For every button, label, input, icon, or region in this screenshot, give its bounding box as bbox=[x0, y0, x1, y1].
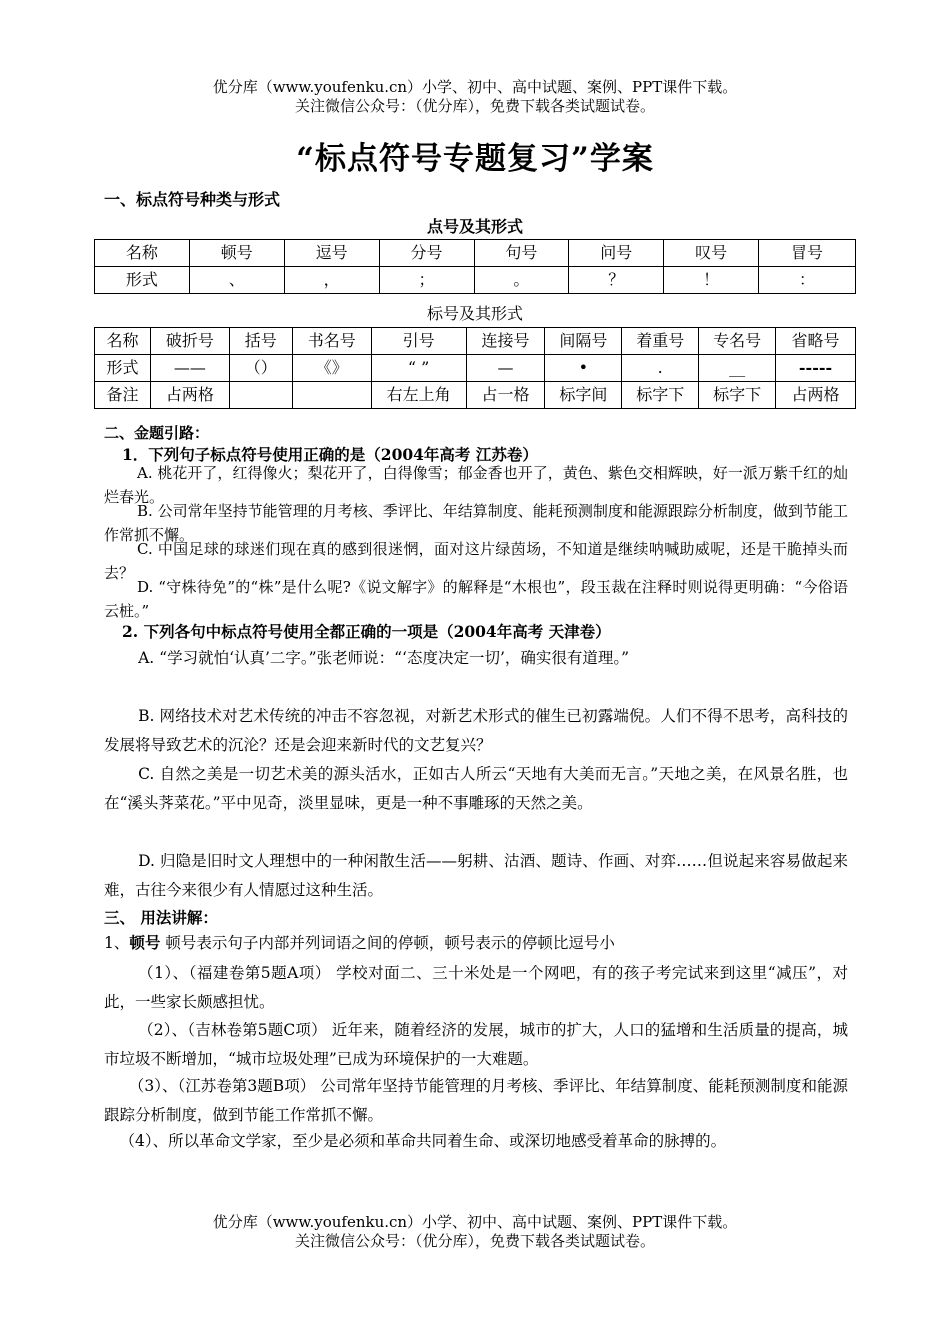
table-cell: 顿号 bbox=[189, 240, 284, 267]
section1-heading: 一、标点符号种类与形式 bbox=[104, 190, 281, 209]
table2-row-name bbox=[95, 328, 856, 355]
usage-example-2: （2）、（吉林卷第5题C项） 近年来，随着经济的发展，城市的扩大，人口的猛增和生活质量的提高，城市垃圾不断增加，“城市垃圾处理”已成为环境保护的一大难题。 bbox=[104, 1021, 848, 1068]
item-number: 1、 bbox=[104, 934, 130, 952]
table-cell: 、 bbox=[189, 267, 284, 294]
table-cell: 形式 bbox=[95, 355, 151, 382]
table-cell: 冒号 bbox=[759, 240, 856, 267]
footer-line-2: 关注微信公众号：（优分库），免费下载各类试题试卷。 bbox=[294, 1232, 655, 1250]
page-title: “标点符号专题复习”学案 bbox=[296, 141, 654, 177]
usage-item-1 bbox=[104, 931, 848, 953]
usage-example-3: （3）、（江苏卷第3题B项） 公司常年坚持节能管理的月考核、季评比、年结算制度、能耗预测制度和能源跟踪分析制度，做到节能工作常抓不懈。 bbox=[104, 1077, 848, 1124]
section3-heading: 三、 用法讲解： bbox=[104, 908, 218, 927]
table-cell: 间隔号 bbox=[545, 328, 622, 355]
table-cell: 省略号 bbox=[776, 328, 856, 355]
table-cell: 句号 bbox=[474, 240, 569, 267]
section2-heading: 二、金题引路： bbox=[104, 424, 210, 442]
table-cell: ， bbox=[284, 267, 379, 294]
table-cell: —— bbox=[150, 355, 229, 382]
table-cell: — bbox=[466, 355, 545, 382]
table-cell: 右左上角 bbox=[371, 382, 466, 409]
table2-caption: 标号及其形式 bbox=[426, 304, 523, 323]
table-cell: “ ” bbox=[371, 355, 466, 382]
table-cell: 着重号 bbox=[622, 328, 699, 355]
punctuation-table-2 bbox=[94, 327, 856, 409]
table-cell: 占一格 bbox=[466, 382, 545, 409]
table-cell: ----- bbox=[776, 355, 856, 382]
table-cell: . bbox=[622, 355, 699, 382]
table-cell: ： bbox=[759, 267, 856, 294]
table-cell: 逗号 bbox=[284, 240, 379, 267]
question-1-option-b: B. 公司常年坚持节能管理的月考核、季评比、年结算制度、能耗预测制度和能源跟踪分析制度，做到节能工作常抓不懈。 bbox=[104, 502, 848, 544]
question-2-stem: 2. 下列各句中标点符号使用全都正确的一项是（2004年高考 天津卷） bbox=[122, 622, 611, 641]
table-cell: 备注 bbox=[95, 382, 151, 409]
table-cell bbox=[229, 382, 292, 409]
table-cell: __ bbox=[699, 355, 776, 382]
header-line-1: 优分库（www.youfenku.cn）小学、初中、高中试题、案例、PPT课件下载。 bbox=[212, 78, 738, 96]
table-cell: ； bbox=[379, 267, 474, 294]
table-cell: ！ bbox=[664, 267, 759, 294]
table-cell: • bbox=[545, 355, 622, 382]
table1-row-form bbox=[95, 267, 856, 294]
question-1-stem: 1．下列句子标点符号使用正确的是（2004年高考 江苏卷） bbox=[122, 445, 538, 464]
footer-line-1: 优分库（www.youfenku.cn）小学、初中、高中试题、案例、PPT课件下载。 bbox=[212, 1213, 738, 1231]
table-cell: 标字间 bbox=[545, 382, 622, 409]
question-2-option-d: D. 归隐是旧时文人理想中的一种闲散生活——躬耕、沽酒、题诗、作画、对弈……但说起来容易做起来难，古往今来很少有人情愿过这种生活。 bbox=[104, 852, 848, 899]
table-cell: 连接号 bbox=[466, 328, 545, 355]
table-cell: 。 bbox=[474, 267, 569, 294]
table-cell: 标字下 bbox=[699, 382, 776, 409]
question-2-option-b: B. 网络技术对艺术传统的冲击不容忽视，对新艺术形式的催生已初露端倪。人们不得不思考，高科技的发展将导致艺术的沉沦？还是会迎来新时代的文艺复兴？ bbox=[104, 707, 848, 754]
table-cell: 《》 bbox=[292, 355, 371, 382]
header-line-2: 关注微信公众号：（优分库），免费下载各类试题试卷。 bbox=[294, 97, 655, 115]
table-cell: 形式 bbox=[95, 267, 190, 294]
question-2-option-c: C. 自然之美是一切艺术美的源头活水，正如古人所云“天地有大美而无言。”天地之美，在风景名胜，也在“溪头荠菜花。”平中见奇，淡里显味，更是一种不事雕琢的天然之美。 bbox=[104, 765, 848, 812]
term-label: 顿号 bbox=[129, 933, 161, 952]
table-cell: 分号 bbox=[379, 240, 474, 267]
table2-row-form bbox=[95, 355, 856, 382]
usage-example-4: （4）、所以革命文学家，至少是必须和革命共同着生命、或深切地感受着革命的脉搏的。 bbox=[119, 1132, 727, 1150]
table1-row-name bbox=[95, 240, 856, 267]
table-cell: 名称 bbox=[95, 240, 190, 267]
table-cell: 叹号 bbox=[664, 240, 759, 267]
question-2-option-a: A. “学习就怕‘认真’二字。”张老师说：“‘态度决定一切’，确实很有道理。” bbox=[138, 649, 630, 667]
table-cell: 专名号 bbox=[699, 328, 776, 355]
table2-row-note bbox=[95, 382, 856, 409]
table-cell: 括号 bbox=[229, 328, 292, 355]
table-cell: 引号 bbox=[371, 328, 466, 355]
question-1-option-a: A. 桃花开了，红得像火；梨花开了，白得像雪；郁金香也开了，黄色、紫色交相辉映，好一派万紫千红的灿烂春光。 bbox=[104, 464, 848, 506]
table-cell: 名称 bbox=[95, 328, 151, 355]
table-cell: 问号 bbox=[569, 240, 664, 267]
punctuation-table-1 bbox=[94, 239, 856, 294]
question-1-option-d: D. “守株待免”的“株”是什么呢?《说文解字》的解释是“木根也”，段玉裁在注释时则说得更明确：“今俗语云桩。” bbox=[104, 578, 848, 620]
table-cell bbox=[292, 382, 371, 409]
table-cell: 破折号 bbox=[150, 328, 229, 355]
term-description: 顿号表示句子内部并列词语之间的停顿，顿号表示的停顿比逗号小 bbox=[160, 934, 615, 952]
table1-caption: 点号及其形式 bbox=[426, 217, 523, 236]
table-cell: 占两格 bbox=[150, 382, 229, 409]
table-cell: （） bbox=[229, 355, 292, 382]
table-cell: 书名号 bbox=[292, 328, 371, 355]
table-cell: 占两格 bbox=[776, 382, 856, 409]
usage-example-1: （1）、（福建卷第5题A项） 学校对面二、三十米处是一个网吧，有的孩子考完试来到这里“减压”，对此，一些家长颇感担忧。 bbox=[104, 964, 848, 1011]
table-cell: ？ bbox=[569, 267, 664, 294]
table-cell: 标字下 bbox=[622, 382, 699, 409]
question-1-option-c: C. 中国足球的球迷们现在真的感到很迷惘，面对这片绿茵场，不知道是继续呐喊助威呢，还是干脆掉头而去？ bbox=[104, 540, 848, 582]
